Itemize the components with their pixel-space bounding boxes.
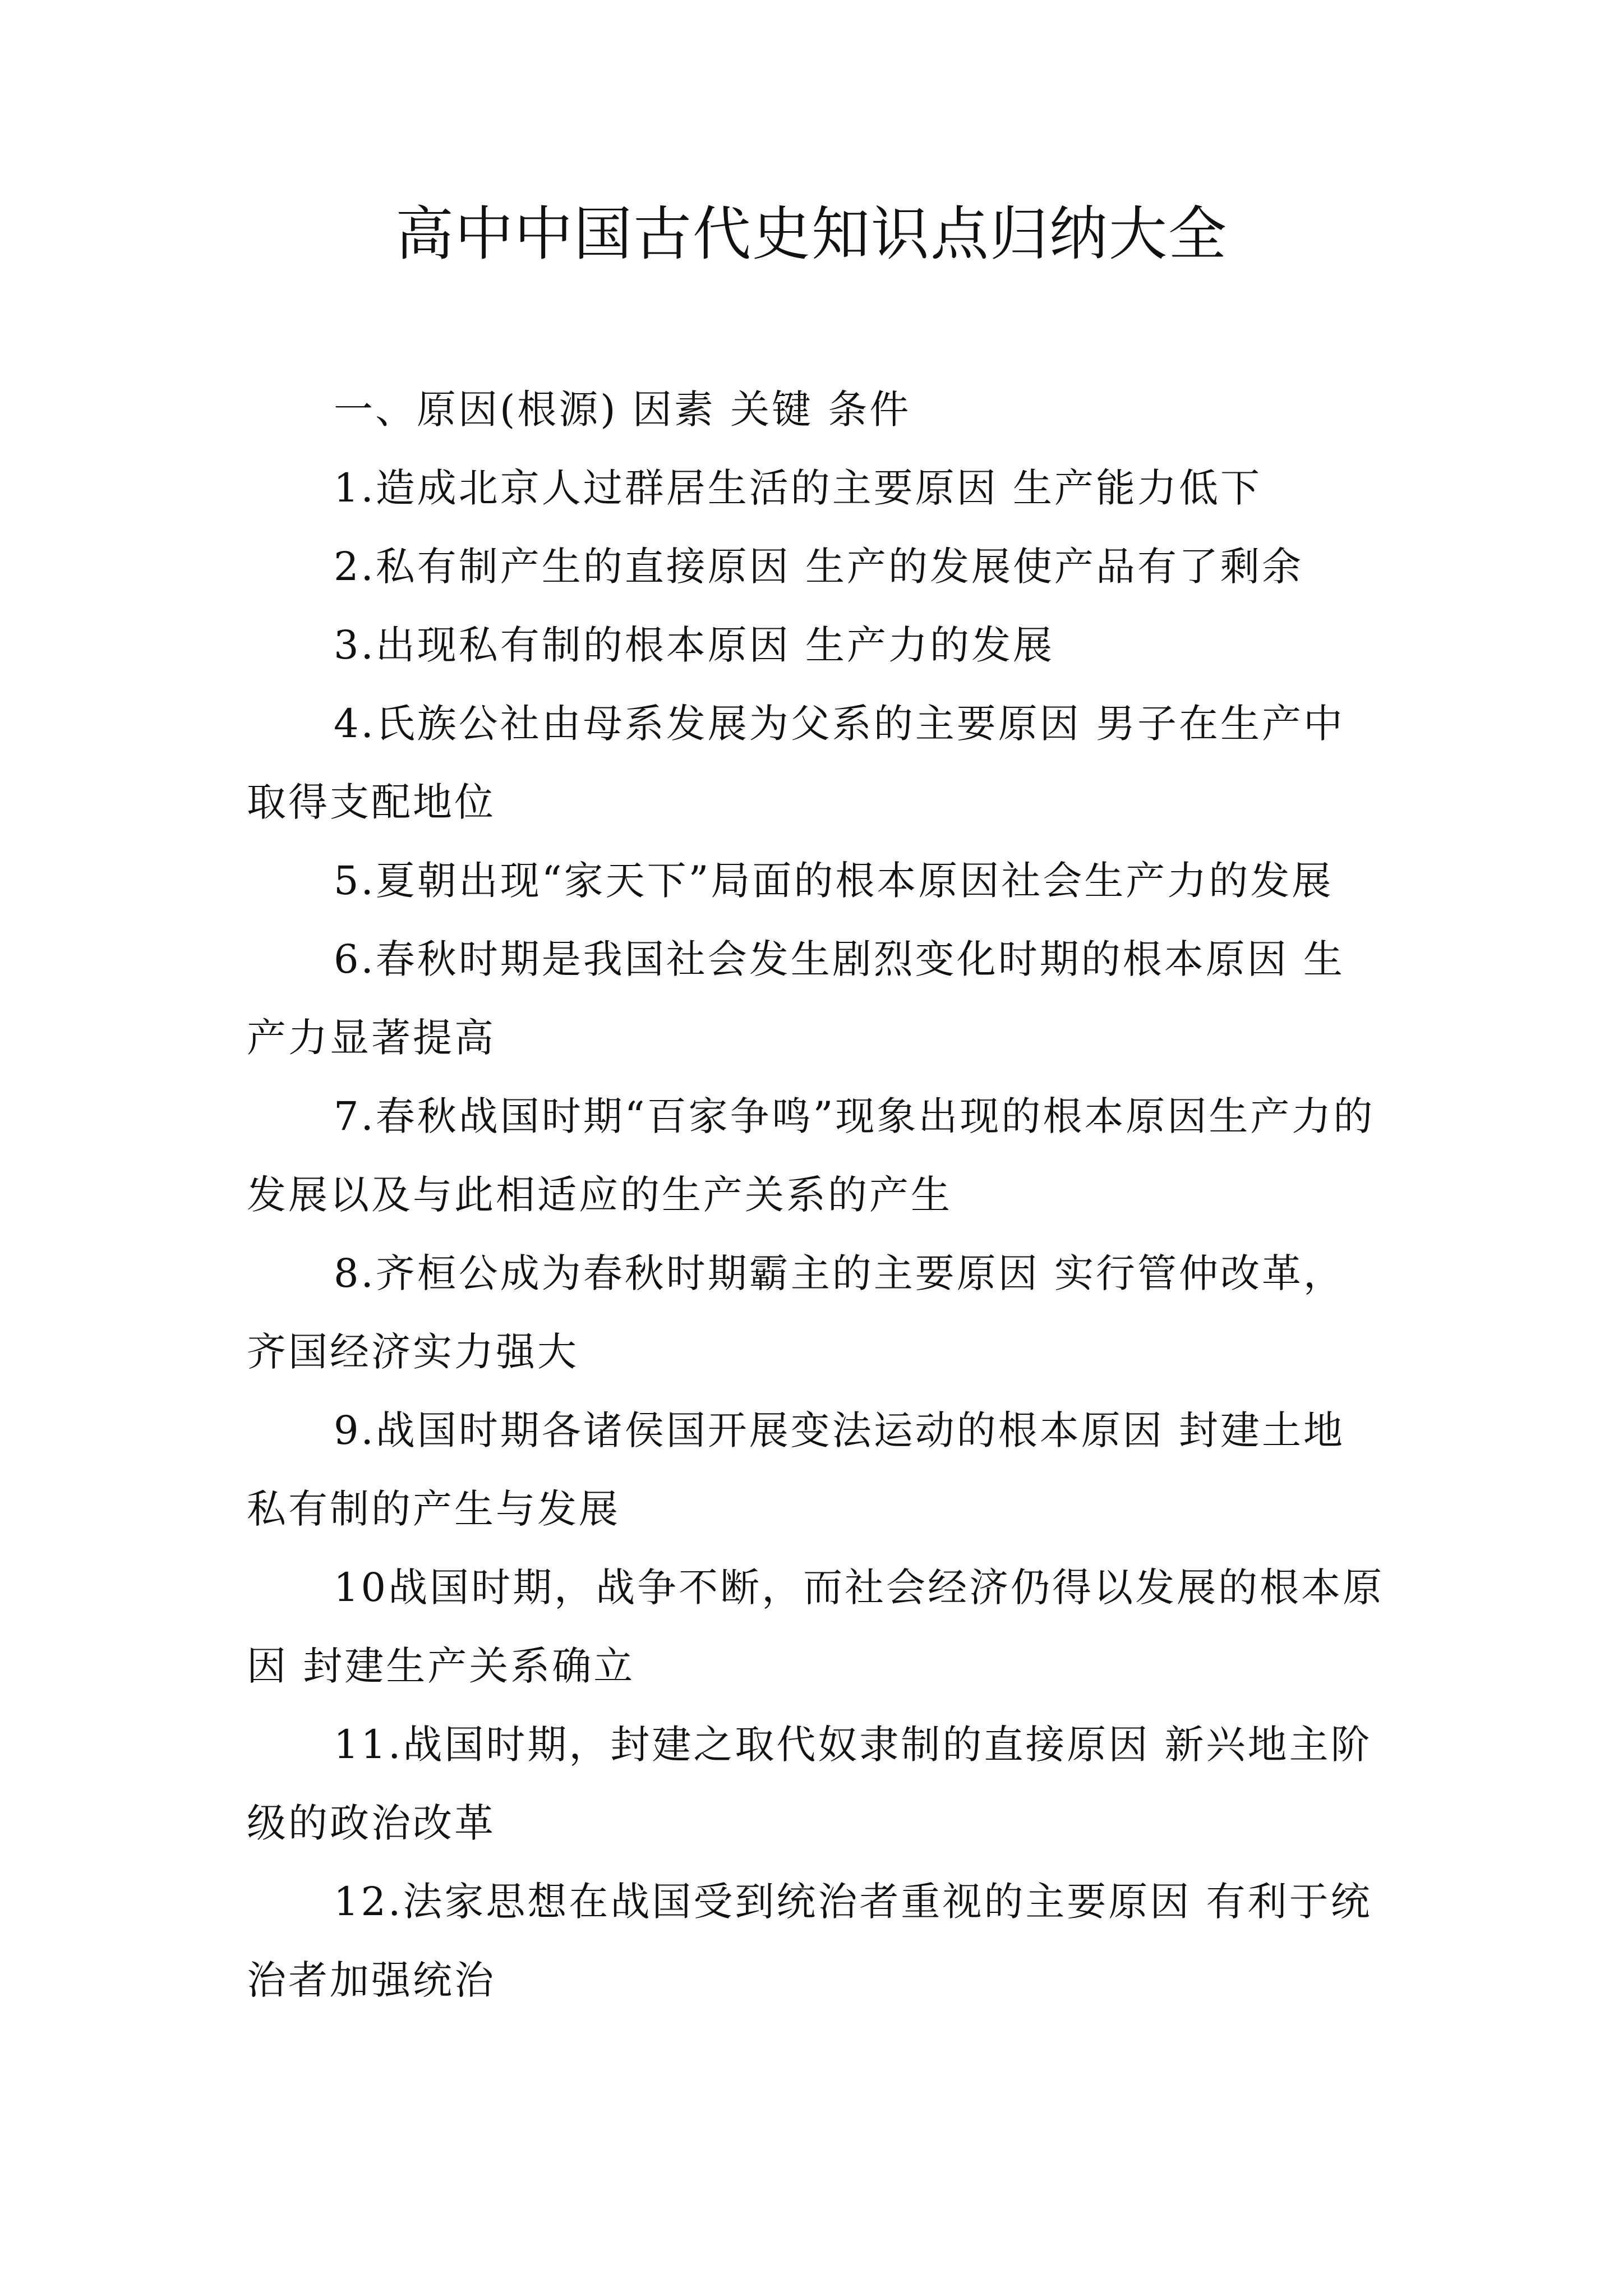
list-item: 4.氏族公社由母系发展为父系的主要原因 男子在生产中取得支配地位	[247, 701, 1345, 825]
list-item: 2.私有制产生的直接原因 生产的发展使产品有了剩余	[334, 544, 1304, 590]
list-item: 5.夏朝出现“家天下”局面的根本原因社会生产力的发展	[334, 858, 1334, 904]
section-heading: 一、原因(根源) 因素 关键 条件	[334, 386, 911, 432]
document-body	[247, 370, 1385, 2019]
document-title: 高中中国古代史知识点归纳大全	[395, 200, 1228, 268]
list-item: 10战国时期，战争不断，而社会经济仍得以发展的根本原因 封建生产关系确立	[247, 1565, 1385, 1689]
list-item: 9.战国时期各诸侯国开展变法运动的根本原因 封建土地私有制的产生与发展	[247, 1407, 1345, 1532]
list-item: 8.齐桓公成为春秋时期霸主的主要原因 实行管仲改革，齐国经济实力强大	[247, 1250, 1345, 1375]
list-item: 1.造成北京人过群居生活的主要原因 生产能力低下	[334, 465, 1262, 511]
list-item: 7.春秋战国时期“百家争鸣”现象出现的根本原因生产力的发展以及与此相适应的生产关系的产生	[247, 1093, 1375, 1218]
list-item: 6.春秋时期是我国社会发生剧烈变化时期的根本原因 生产力显著提高	[247, 936, 1345, 1061]
list-item: 3.出现私有制的根本原因 生产力的发展	[334, 622, 1055, 668]
list-item: 12.法家思想在战国受到统治者重视的主要原因 有利于统治者加强统治	[247, 1879, 1372, 2003]
list-item: 11.战国时期，封建之取代奴隶制的直接原因 新兴地主阶级的政治改革	[247, 1722, 1372, 1846]
